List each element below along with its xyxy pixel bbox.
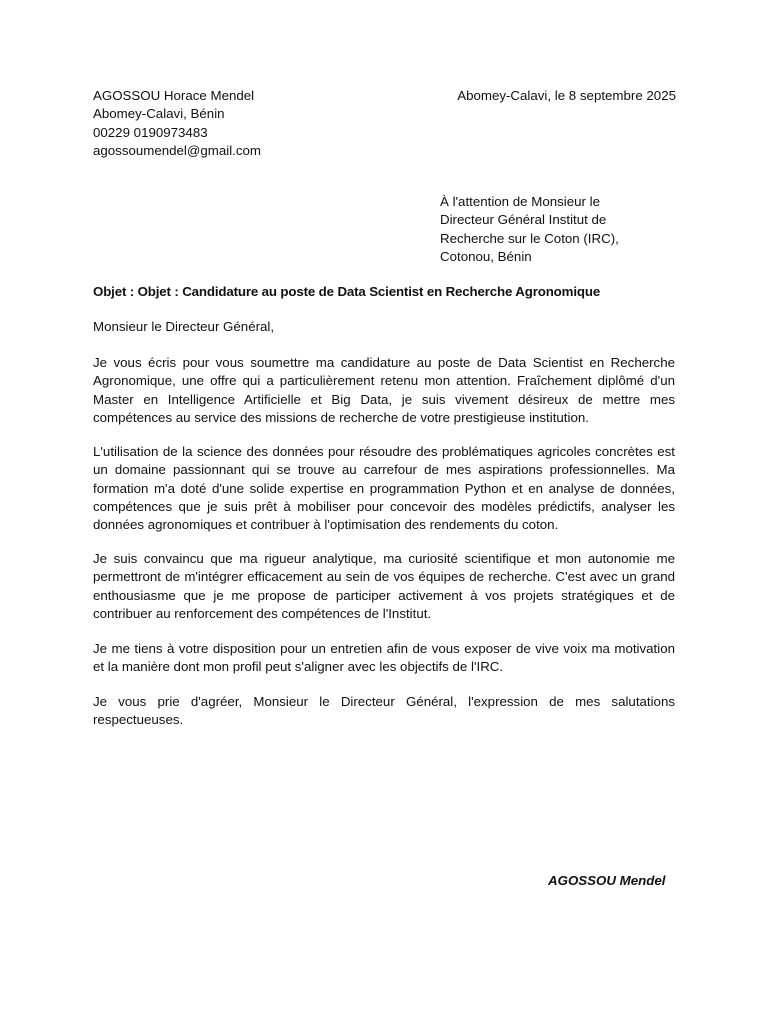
recipient-line-1: À l'attention de Monsieur le [440,194,600,209]
sender-email: agossoumendel@gmail.com [93,142,261,158]
recipient-line-2: Directeur Général Institut de [440,212,607,228]
signature: AGOSSOU Mendel [548,873,666,888]
letter-date: Abomey-Calavi, le 8 septembre 2025 [457,88,676,103]
body-paragraph-4: Je me tiens à votre disposition pour un entretien afin de vous exposer de vive voix ma motivation et la manière dont mon profil peut s'aligner avec les objectifs de l'IRC. [93,641,675,675]
body-paragraph-1: Je vous écris pour vous soumettre ma candidature au poste de Data Scientist en Recherche Agronomique, une offre qui a particulièrement retenu mon attention. Fraîchement diplômé d'un Master en Intelligence Artificielle et Big Data, je suis vivement désireux de mettre mes compétences au service des missions de recherche de votre prestigieuse institution. [93,355,675,425]
sender-phone: 00229 0190973483 [93,124,208,140]
sender-name: AGOSSOU Horace Mendel [93,88,255,103]
sender-city: Abomey-Calavi, Bénin [93,106,225,122]
sender-block [93,87,393,160]
body-paragraph-3: Je suis convaincu que ma rigueur analytique, ma curiosité scientifique et mon autonomie me permettront de m'intégrer efficacement au sein de vos équipes de recherche. C'est avec un grand enthousiasme que je me propose de participer activement à vos projets stratégiques et de contribuer au renforcement des compétences de l'Institut. [93,551,675,621]
recipient-block [440,193,670,266]
letter-salutation: Monsieur le Directeur Général, [93,319,275,334]
recipient-line-4: Cotonou, Bénin [440,248,532,264]
body-paragraph-2: L'utilisation de la science des données pour résoudre des problématiques agricoles concrètes est un domaine passionnant qui se trouve au carrefour de mes aspirations professionnelles. Ma formation m'a doté d'une solide expertise en programmation Python et en analyse de données, compétences que je suis prêt à mobiliser pour concevoir des modèles prédictifs, analyser les données agronomiques et contribuer à l'optimisation des rendements du coton. [93,444,675,533]
letter-subject: Objet : Objet : Candidature au poste de Data Scientist en Recherche Agronomique [93,284,601,299]
recipient-line-3: Recherche sur le Coton (IRC), [440,230,619,246]
closing-paragraph: Je vous prie d'agréer, Monsieur le Directeur Général, l'expression de mes salutations respectueuses. [93,694,675,728]
